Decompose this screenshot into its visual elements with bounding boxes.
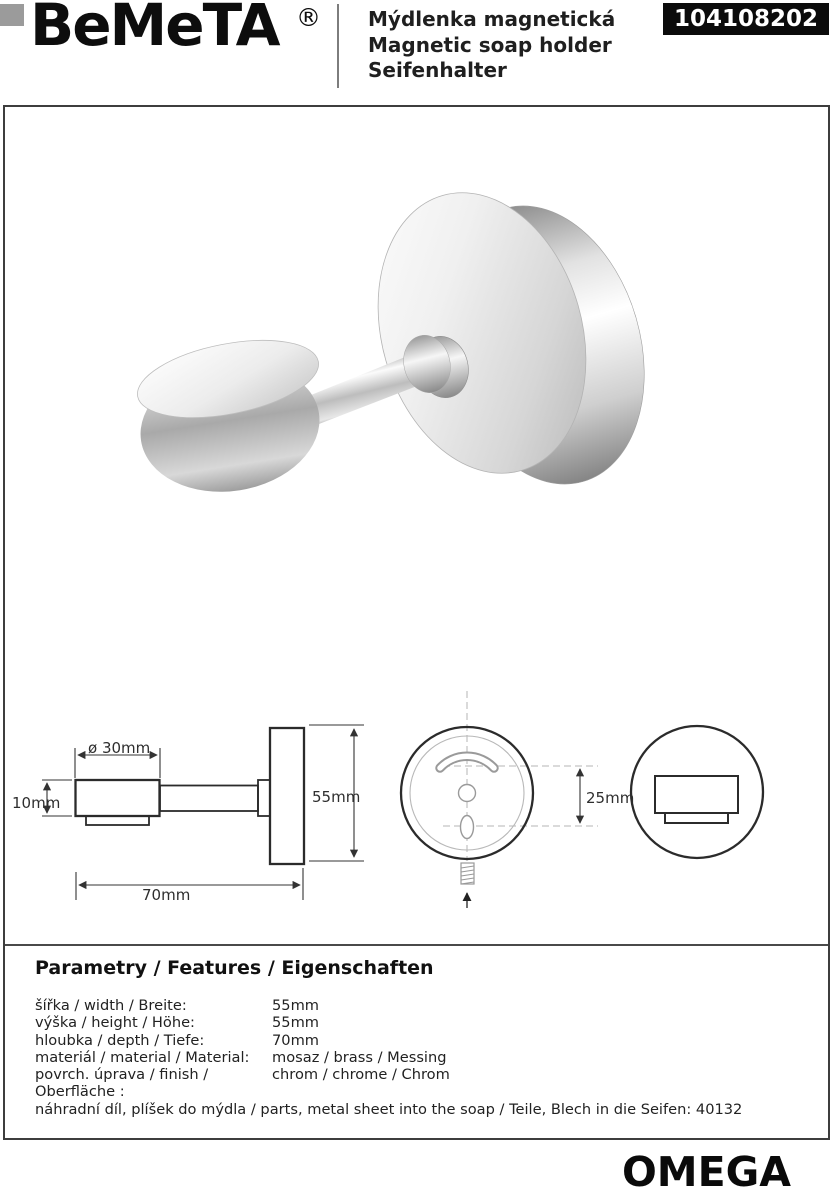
param-value: 70mm — [272, 1031, 320, 1049]
parameters-table — [35, 997, 805, 1118]
param-value: 55mm — [272, 997, 320, 1014]
brand-accent-square — [0, 4, 24, 26]
param-row-width — [35, 997, 805, 1014]
series-name: OMEGA — [621, 1148, 791, 1196]
parameters-heading: Parametry / Features / Eigenschaften — [35, 957, 434, 979]
product-title-en: Magnetic soap holder — [368, 32, 612, 57]
brand-logo: BeMeTA — [30, 0, 279, 59]
param-label: hloubka / depth / Tiefe: — [35, 1031, 205, 1049]
param-value: 55mm — [272, 1014, 320, 1032]
param-value: chrom / chrome / Chrom — [272, 1066, 450, 1084]
dim-cup-height: 10mm — [12, 794, 61, 812]
header-divider — [337, 4, 339, 88]
param-label: materiál / material / Material: — [35, 1048, 250, 1066]
param-label: výška / height / Höhe: — [35, 1014, 195, 1032]
dim-plate-height: 55mm — [312, 788, 361, 806]
dim-back-offset: 25mm — [586, 789, 635, 807]
spare-part-note: náhradní díl, plíšek do mýdla / parts, metal sheet into the soap / Teile, Blech in die Seifen: 40132 — [35, 1100, 743, 1118]
product-code-badge: 104108202 — [663, 3, 829, 35]
product-title-cs: Mýdlenka magnetická — [368, 7, 616, 31]
param-row-material — [35, 1049, 805, 1066]
dim-cup-diameter: ø 30mm — [88, 739, 151, 757]
param-row-finish — [35, 1066, 805, 1101]
product-photo — [130, 155, 675, 555]
param-row-height — [35, 1014, 805, 1031]
dim-depth: 70mm — [142, 886, 191, 904]
product-title-de: Seifenhalter — [368, 58, 507, 82]
registered-trademark-icon: ® — [296, 3, 321, 32]
param-label: povrch. úprava / finish / Oberfläche : — [35, 1066, 209, 1101]
param-label: šířka / width / Breite: — [35, 997, 187, 1014]
parameters-separator — [5, 944, 828, 946]
param-value: mosaz / brass / Messing — [272, 1048, 447, 1066]
param-row-depth — [35, 1032, 805, 1049]
product-titles — [368, 7, 615, 84]
